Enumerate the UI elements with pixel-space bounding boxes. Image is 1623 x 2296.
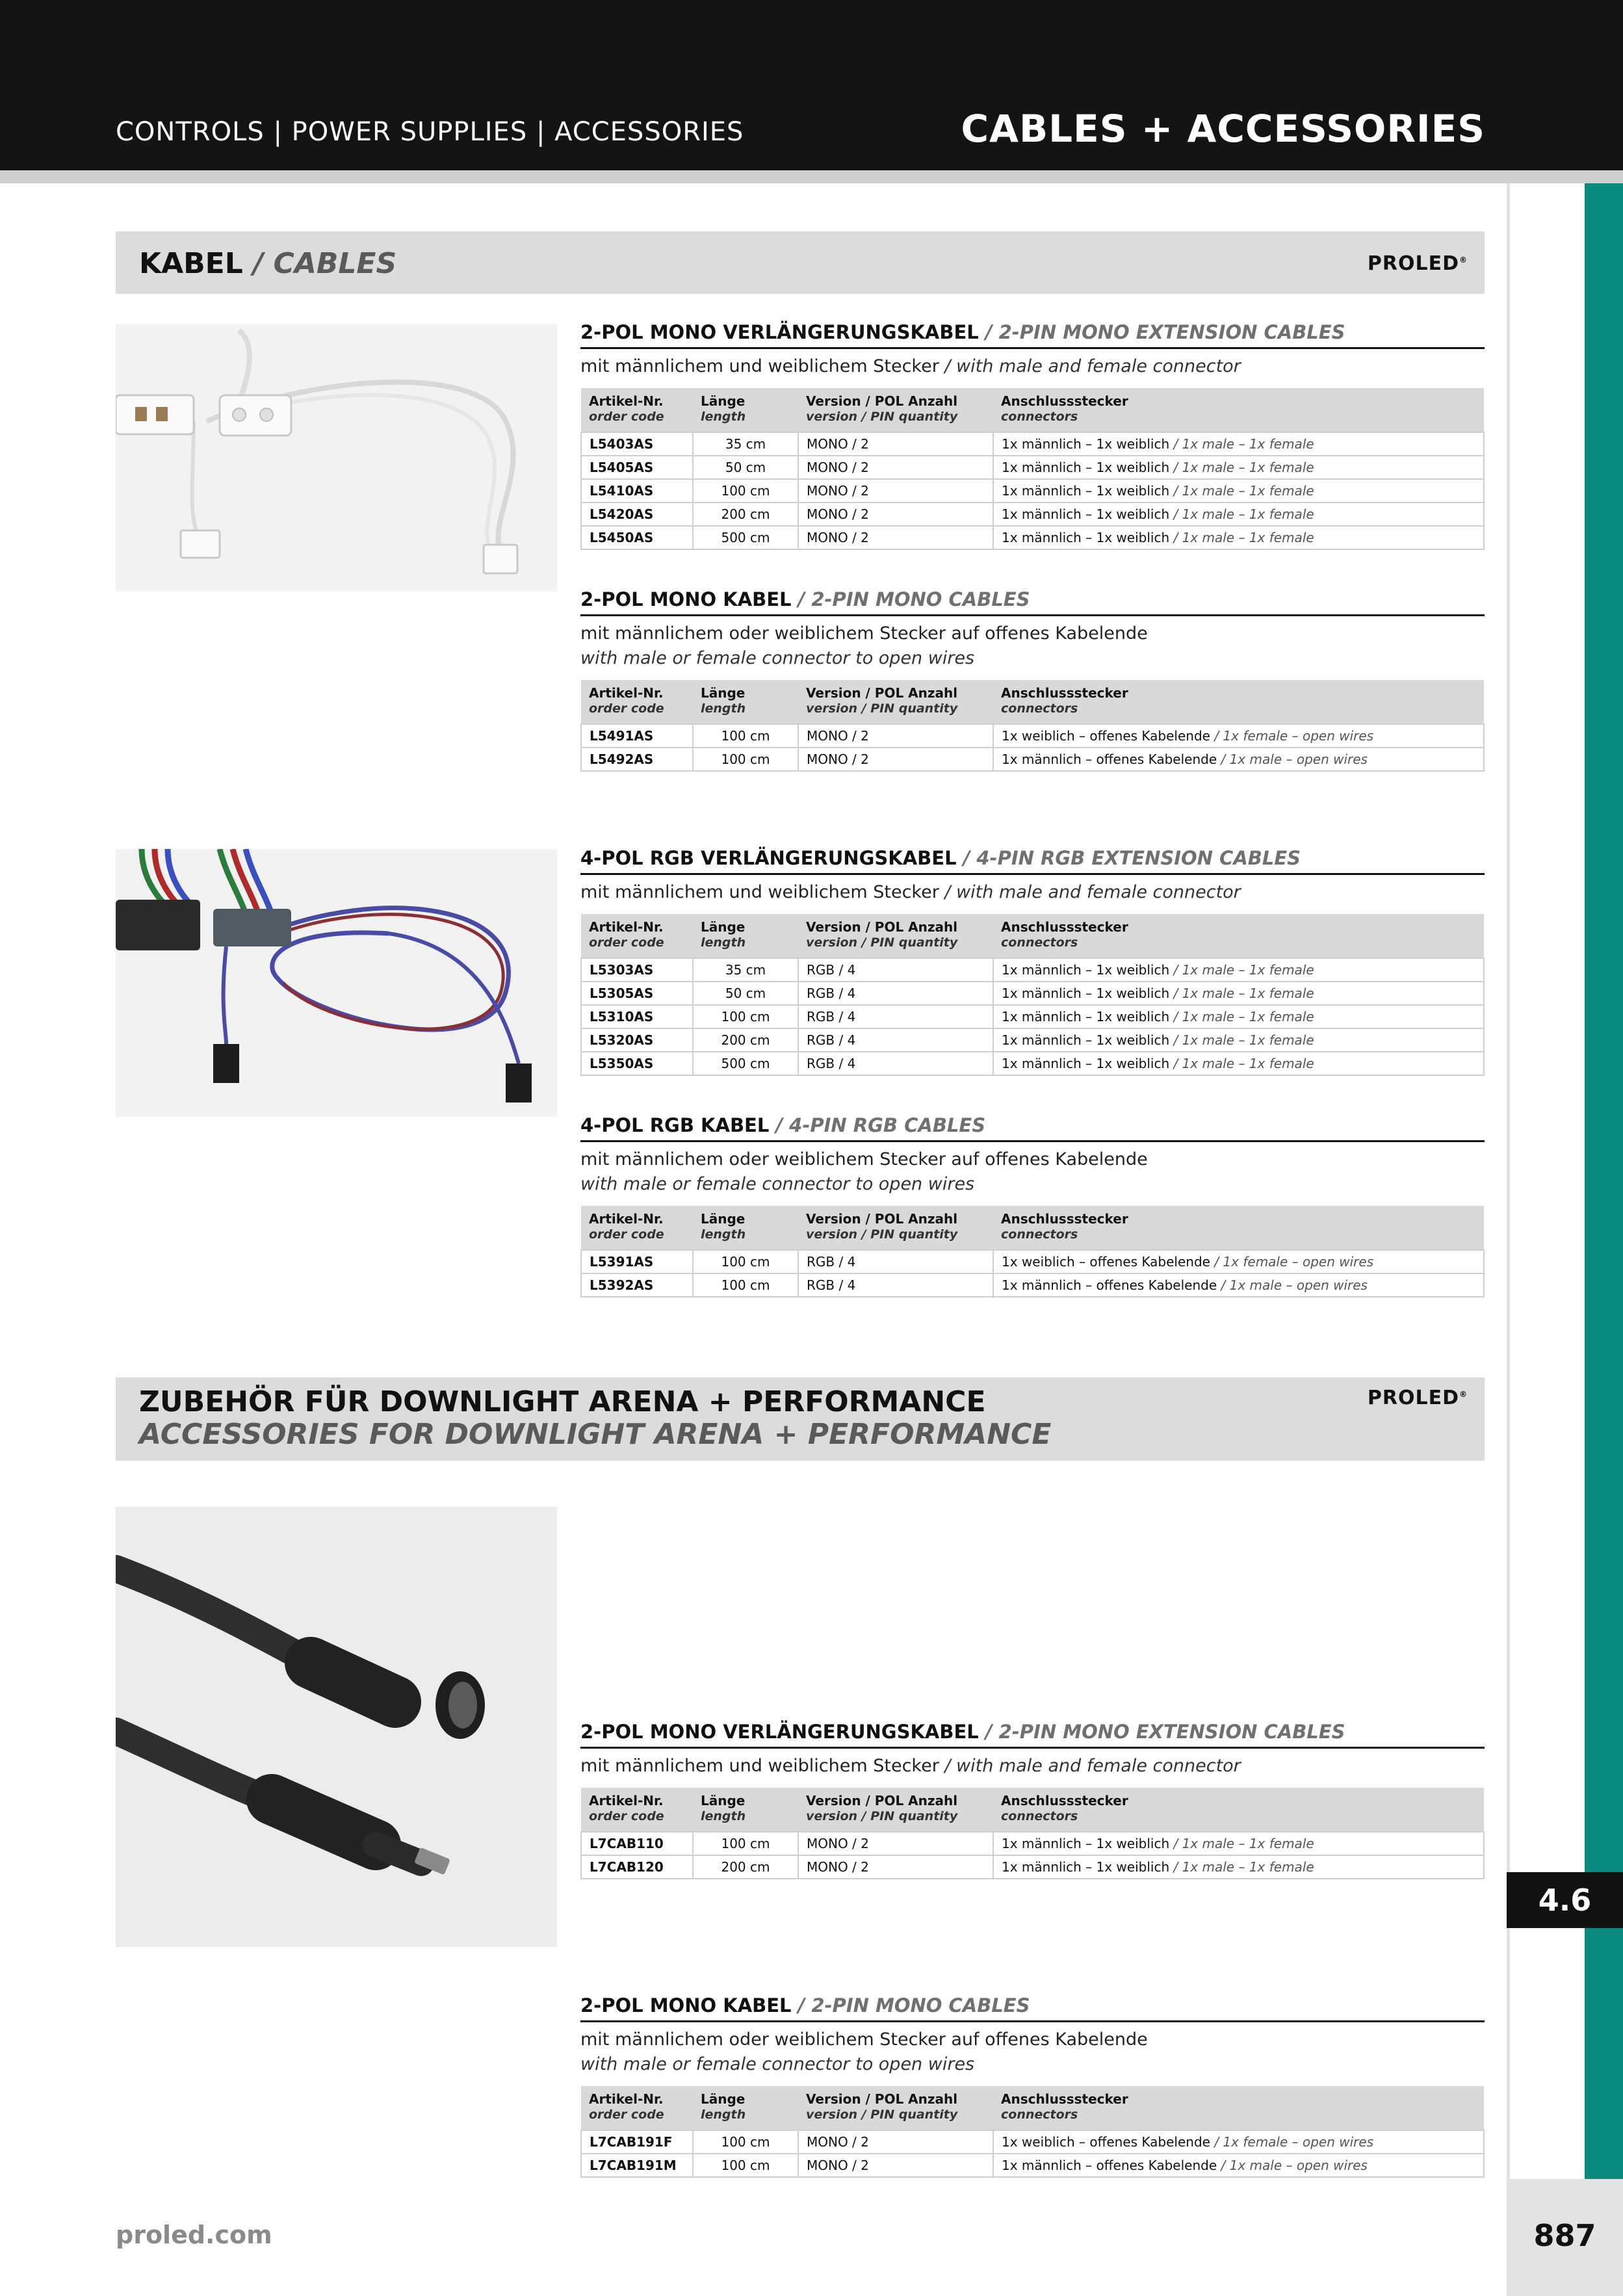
cable-length: 100 cm xyxy=(693,2154,798,2177)
col-version: Version / POL Anzahl version / PIN quantity xyxy=(798,914,993,958)
cable-length: 200 cm xyxy=(693,1028,798,1052)
cable-length: 100 cm xyxy=(693,2130,798,2154)
cable-length: 100 cm xyxy=(693,1005,798,1028)
product-photo-rgb-cable xyxy=(116,849,557,1117)
section-header-cables xyxy=(116,231,1485,294)
footer-link[interactable]: proled.com xyxy=(116,2221,272,2249)
connector: 1x männlich – 1x weiblich / 1x male – 1x female xyxy=(993,502,1484,526)
connector: 1x männlich – 1x weiblich / 1x male – 1x female xyxy=(993,958,1484,982)
table-header-row xyxy=(581,1788,1484,1832)
order-code: L5403AS xyxy=(581,432,693,456)
block-title: 2-POL MONO KABEL / 2-PIN MONO CABLES xyxy=(580,588,1485,616)
product-table xyxy=(580,2086,1485,2178)
version: MONO / 2 xyxy=(798,432,993,456)
order-code: L7CAB191M xyxy=(581,2154,693,2177)
cable-length: 500 cm xyxy=(693,526,798,549)
order-code: L5410AS xyxy=(581,479,693,502)
col-connector: Anschlussstecker connectors xyxy=(993,388,1484,432)
block-title: 4-POL RGB VERLÄNGERUNGSKABEL / 4-PIN RGB EXTENSION CABLES xyxy=(580,847,1485,875)
order-code: L5405AS xyxy=(581,456,693,479)
cable-length: 35 cm xyxy=(693,958,798,982)
col-connector: Anschlussstecker connectors xyxy=(993,914,1484,958)
table-row xyxy=(581,479,1484,502)
table-row xyxy=(581,432,1484,456)
connector: 1x männlich – 1x weiblich / 1x male – 1x female xyxy=(993,526,1484,549)
col-version: Version / POL Anzahl version / PIN quantity xyxy=(798,388,993,432)
connector: 1x weiblich – offenes Kabelende / 1x female – open wires xyxy=(993,724,1484,748)
page-number: 887 xyxy=(1533,2218,1596,2253)
col-connector: Anschlussstecker connectors xyxy=(993,680,1484,724)
version: RGB / 4 xyxy=(798,982,993,1005)
table-row xyxy=(581,958,1484,982)
cable-length: 200 cm xyxy=(693,502,798,526)
cable-length: 50 cm xyxy=(693,456,798,479)
header-title: CABLES + ACCESSORIES xyxy=(961,107,1485,151)
version: RGB / 4 xyxy=(798,958,993,982)
order-code: L5391AS xyxy=(581,1250,693,1273)
col-length: Länge length xyxy=(693,2086,798,2130)
table-header-row xyxy=(581,388,1484,432)
product-block-arena-extension xyxy=(580,1721,1485,1879)
section-title: KABEL / CABLES xyxy=(139,247,397,280)
version: MONO / 2 xyxy=(798,1832,993,1855)
product-table xyxy=(580,1788,1485,1879)
col-version: Version / POL Anzahl version / PIN quantity xyxy=(798,1206,993,1250)
cable-length: 200 cm xyxy=(693,1855,798,1879)
product-block-2pin-extension xyxy=(580,321,1485,550)
product-table xyxy=(580,680,1485,772)
version: MONO / 2 xyxy=(798,2154,993,2177)
block-description: mit männlichem und weiblichem Stecker / with male and female connector xyxy=(580,882,1241,902)
col-code: Artikel-Nr. order code xyxy=(581,2086,693,2130)
product-table xyxy=(580,388,1485,550)
product-table xyxy=(580,914,1485,1076)
cable-length: 100 cm xyxy=(693,479,798,502)
arena-cable-image xyxy=(116,1507,557,1947)
cable-length: 100 cm xyxy=(693,724,798,748)
version: MONO / 2 xyxy=(798,526,993,549)
version: RGB / 4 xyxy=(798,1028,993,1052)
cable-length: 500 cm xyxy=(693,1052,798,1075)
order-code: L5303AS xyxy=(581,958,693,982)
table-header-row xyxy=(581,680,1484,724)
block-title: 2-POL MONO KABEL / 2-PIN MONO CABLES xyxy=(580,1994,1485,2022)
order-code: L5350AS xyxy=(581,1052,693,1075)
table-row xyxy=(581,982,1484,1005)
block-description: mit männlichem und weiblichem Stecker / with male and female connector xyxy=(580,356,1241,376)
product-block-4pin-extension xyxy=(580,847,1485,1076)
version: RGB / 4 xyxy=(798,1052,993,1075)
section-title-en: ACCESSORIES FOR DOWNLIGHT ARENA + PERFORMANCE xyxy=(139,1418,1052,1451)
chapter-tab[interactable]: 4.6 xyxy=(1507,1872,1623,1928)
product-photo-mono-cable xyxy=(116,324,557,592)
col-code: Artikel-Nr. order code xyxy=(581,388,693,432)
col-code: Artikel-Nr. order code xyxy=(581,914,693,958)
order-code: L5492AS xyxy=(581,748,693,771)
block-title: 2-POL MONO VERLÄNGERUNGSKABEL / 2-PIN MONO EXTENSION CABLES xyxy=(580,1721,1485,1749)
table-row xyxy=(581,1273,1484,1297)
col-connector: Anschlussstecker connectors xyxy=(993,1788,1484,1832)
cable-length: 100 cm xyxy=(693,1250,798,1273)
cable-length: 100 cm xyxy=(693,1832,798,1855)
order-code: L7CAB120 xyxy=(581,1855,693,1879)
connector: 1x männlich – 1x weiblich / 1x male – 1x female xyxy=(993,1855,1484,1879)
cable-length: 50 cm xyxy=(693,982,798,1005)
order-code: L5310AS xyxy=(581,1005,693,1028)
version: MONO / 2 xyxy=(798,748,993,771)
table-row xyxy=(581,748,1484,771)
col-length: Länge length xyxy=(693,680,798,724)
col-code: Artikel-Nr. order code xyxy=(581,680,693,724)
table-row xyxy=(581,2154,1484,2177)
product-table xyxy=(580,1206,1485,1298)
connector: 1x männlich – 1x weiblich / 1x male – 1x female xyxy=(993,456,1484,479)
table-row xyxy=(581,502,1484,526)
order-code: L5305AS xyxy=(581,982,693,1005)
order-code: L7CAB110 xyxy=(581,1832,693,1855)
version: MONO / 2 xyxy=(798,2130,993,2154)
connector: 1x männlich – offenes Kabelende / 1x male – open wires xyxy=(993,1273,1484,1297)
version: MONO / 2 xyxy=(798,456,993,479)
connector: 1x männlich – 1x weiblich / 1x male – 1x female xyxy=(993,432,1484,456)
header-strip xyxy=(0,170,1623,183)
version: RGB / 4 xyxy=(798,1005,993,1028)
col-version: Version / POL Anzahl version / PIN quantity xyxy=(798,1788,993,1832)
product-photo-arena-cable xyxy=(116,1507,557,1947)
proled-logo: PROLED® xyxy=(1367,1387,1468,1409)
connector: 1x männlich – 1x weiblich / 1x male – 1x female xyxy=(993,1005,1484,1028)
table-row xyxy=(581,1855,1484,1879)
cable-length: 100 cm xyxy=(693,1273,798,1297)
table-header-row xyxy=(581,1206,1484,1250)
block-description: mit männlichem oder weiblichem Stecker auf offenes Kabelende with male or female connector to open wires xyxy=(580,1149,1148,1194)
order-code: L7CAB191F xyxy=(581,2130,693,2154)
order-code: L5320AS xyxy=(581,1028,693,1052)
product-block-4pin-cables xyxy=(580,1114,1485,1298)
table-row xyxy=(581,2130,1484,2154)
block-description: mit männlichem oder weiblichem Stecker auf offenes Kabelende with male or female connector to open wires xyxy=(580,2029,1148,2074)
order-code: L5392AS xyxy=(581,1273,693,1297)
connector: 1x weiblich – offenes Kabelende / 1x female – open wires xyxy=(993,1250,1484,1273)
version: MONO / 2 xyxy=(798,502,993,526)
table-row xyxy=(581,1832,1484,1855)
white-cable-image xyxy=(116,324,557,592)
connector: 1x männlich – 1x weiblich / 1x male – 1x female xyxy=(993,479,1484,502)
table-header-row xyxy=(581,914,1484,958)
table-header-row xyxy=(581,2086,1484,2130)
connector: 1x männlich – 1x weiblich / 1x male – 1x female xyxy=(993,1028,1484,1052)
col-length: Länge length xyxy=(693,1788,798,1832)
table-row xyxy=(581,1005,1484,1028)
connector: 1x männlich – offenes Kabelende / 1x male – open wires xyxy=(993,2154,1484,2177)
table-row xyxy=(581,724,1484,748)
table-row xyxy=(581,1250,1484,1273)
connector: 1x männlich – 1x weiblich / 1x male – 1x female xyxy=(993,982,1484,1005)
table-row xyxy=(581,1052,1484,1075)
col-length: Länge length xyxy=(693,1206,798,1250)
product-block-2pin-cables xyxy=(580,588,1485,772)
table-row xyxy=(581,456,1484,479)
cable-length: 35 cm xyxy=(693,432,798,456)
connector: 1x männlich – 1x weiblich / 1x male – 1x female xyxy=(993,1832,1484,1855)
block-description: mit männlichem und weiblichem Stecker / with male and female connector xyxy=(580,1756,1241,1776)
header-category: CONTROLS | POWER SUPPLIES | ACCESSORIES xyxy=(116,117,744,147)
version: MONO / 2 xyxy=(798,724,993,748)
product-block-arena-cables xyxy=(580,1994,1485,2178)
block-title: 2-POL MONO VERLÄNGERUNGSKABEL / 2-PIN MONO EXTENSION CABLES xyxy=(580,321,1485,349)
order-code: L5420AS xyxy=(581,502,693,526)
section-header-accessories xyxy=(116,1377,1485,1461)
order-code: L5491AS xyxy=(581,724,693,748)
col-connector: Anschlussstecker connectors xyxy=(993,1206,1484,1250)
connector: 1x weiblich – offenes Kabelende / 1x female – open wires xyxy=(993,2130,1484,2154)
block-description: mit männlichem oder weiblichem Stecker auf offenes Kabelende with male or female connector to open wires xyxy=(580,623,1148,668)
version: RGB / 4 xyxy=(798,1273,993,1297)
col-length: Länge length xyxy=(693,388,798,432)
block-title: 4-POL RGB KABEL / 4-PIN RGB CABLES xyxy=(580,1114,1485,1142)
version: MONO / 2 xyxy=(798,1855,993,1879)
version: MONO / 2 xyxy=(798,479,993,502)
version: RGB / 4 xyxy=(798,1250,993,1273)
connector: 1x männlich – 1x weiblich / 1x male – 1x female xyxy=(993,1052,1484,1075)
col-connector: Anschlussstecker connectors xyxy=(993,2086,1484,2130)
proled-logo: PROLED® xyxy=(1367,252,1468,275)
order-code: L5450AS xyxy=(581,526,693,549)
rgb-cable-image xyxy=(116,849,557,1117)
col-length: Länge length xyxy=(693,914,798,958)
col-version: Version / POL Anzahl version / PIN quantity xyxy=(798,680,993,724)
col-code: Artikel-Nr. order code xyxy=(581,1788,693,1832)
table-row xyxy=(581,1028,1484,1052)
col-version: Version / POL Anzahl version / PIN quantity xyxy=(798,2086,993,2130)
col-code: Artikel-Nr. order code xyxy=(581,1206,693,1250)
section-title-de: ZUBEHÖR FÜR DOWNLIGHT ARENA + PERFORMANCE xyxy=(139,1385,986,1418)
connector: 1x männlich – offenes Kabelende / 1x male – open wires xyxy=(993,748,1484,771)
cable-length: 100 cm xyxy=(693,748,798,771)
table-row xyxy=(581,526,1484,549)
